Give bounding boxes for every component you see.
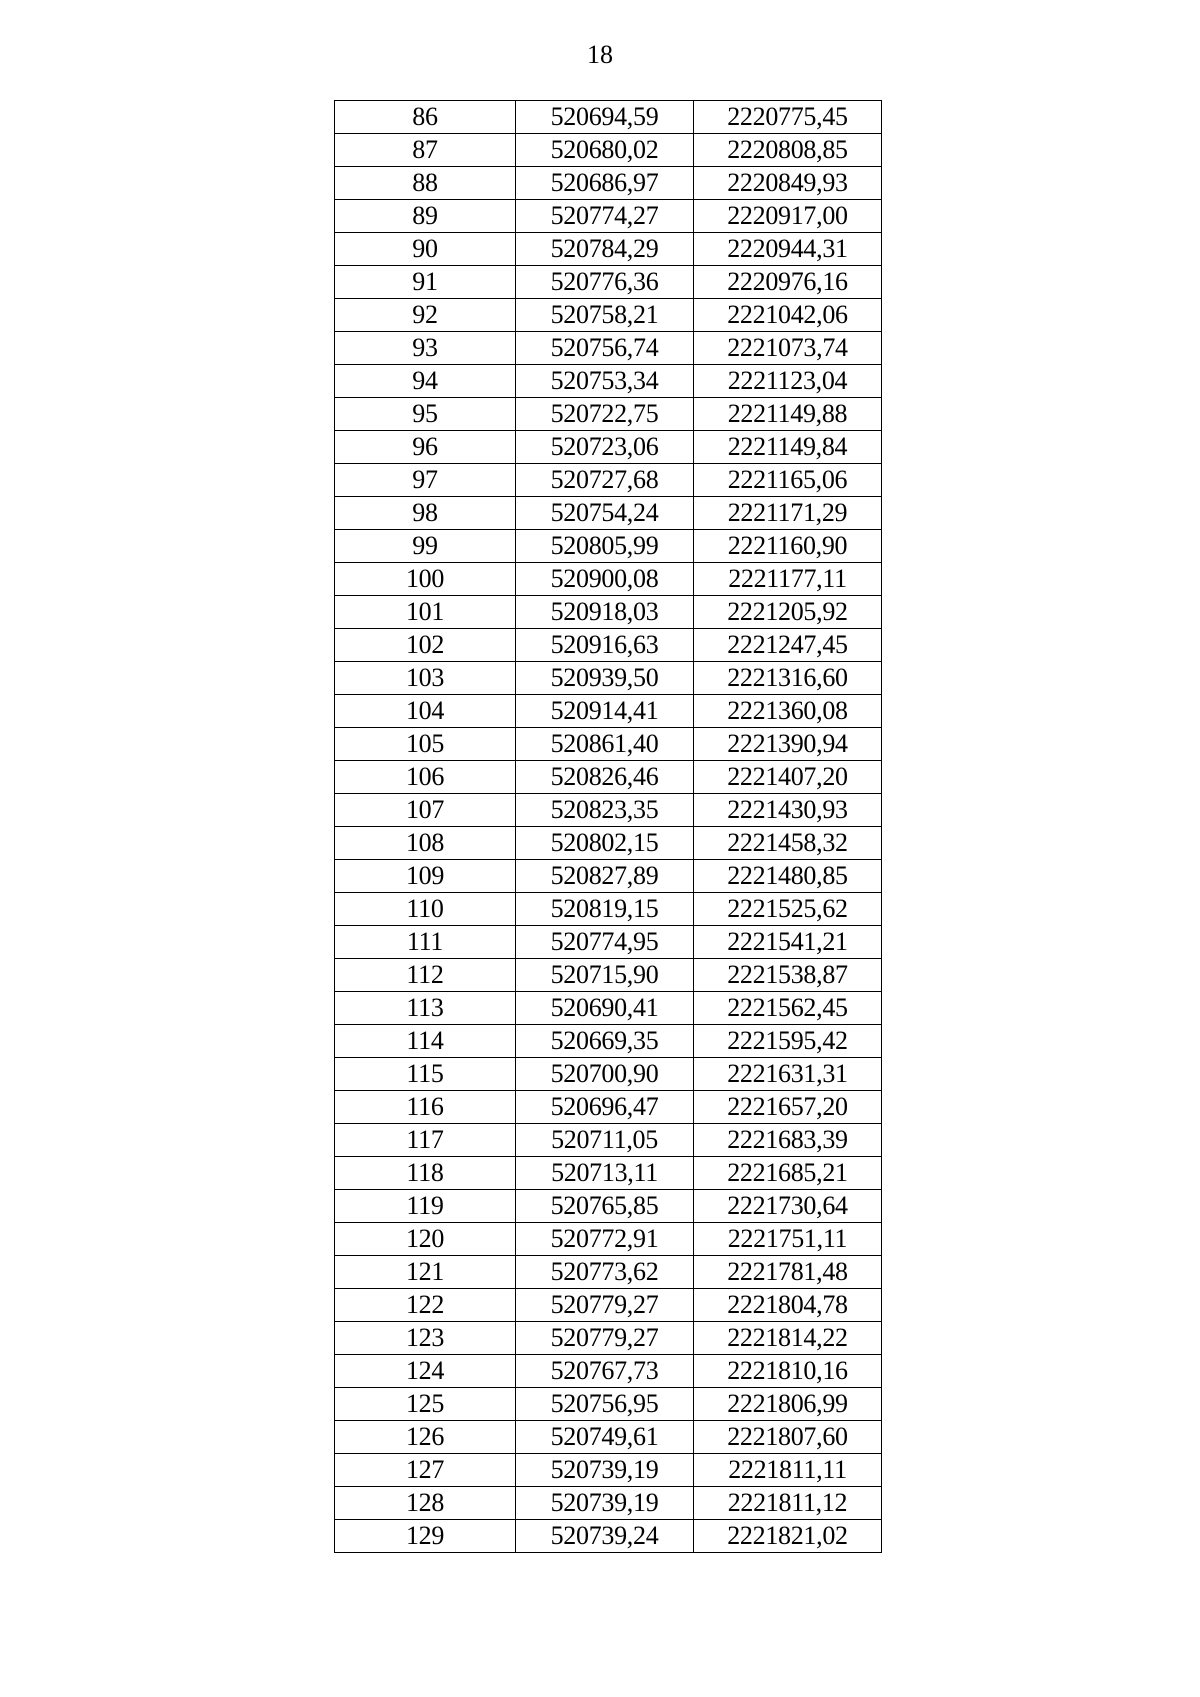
point-number-cell: 112	[335, 959, 516, 992]
x-coordinate-cell: 520749,61	[516, 1421, 694, 1454]
table-row	[335, 1124, 882, 1157]
x-coordinate-cell: 520939,50	[516, 662, 694, 695]
point-number-cell: 108	[335, 827, 516, 860]
point-number-cell: 107	[335, 794, 516, 827]
x-coordinate-cell: 520918,03	[516, 596, 694, 629]
point-number-cell: 117	[335, 1124, 516, 1157]
x-coordinate-cell: 520765,85	[516, 1190, 694, 1223]
table-row	[335, 365, 882, 398]
x-coordinate-cell: 520753,34	[516, 365, 694, 398]
coordinates-table-body	[335, 101, 882, 1553]
x-coordinate-cell: 520713,11	[516, 1157, 694, 1190]
y-coordinate-cell: 2221810,16	[694, 1355, 882, 1388]
x-coordinate-cell: 520723,06	[516, 431, 694, 464]
point-number-cell: 120	[335, 1223, 516, 1256]
y-coordinate-cell: 2220944,31	[694, 233, 882, 266]
table-row	[335, 992, 882, 1025]
x-coordinate-cell: 520776,36	[516, 266, 694, 299]
table-row	[335, 1025, 882, 1058]
x-coordinate-cell: 520773,62	[516, 1256, 694, 1289]
y-coordinate-cell: 2221806,99	[694, 1388, 882, 1421]
table-row	[335, 926, 882, 959]
x-coordinate-cell: 520861,40	[516, 728, 694, 761]
point-number-cell: 125	[335, 1388, 516, 1421]
table-row	[335, 1223, 882, 1256]
x-coordinate-cell: 520739,24	[516, 1520, 694, 1553]
x-coordinate-cell: 520690,41	[516, 992, 694, 1025]
x-coordinate-cell: 520700,90	[516, 1058, 694, 1091]
table-row	[335, 431, 882, 464]
y-coordinate-cell: 2221160,90	[694, 530, 882, 563]
x-coordinate-cell: 520756,95	[516, 1388, 694, 1421]
y-coordinate-cell: 2221407,20	[694, 761, 882, 794]
table-row	[335, 200, 882, 233]
y-coordinate-cell: 2220976,16	[694, 266, 882, 299]
y-coordinate-cell: 2221480,85	[694, 860, 882, 893]
y-coordinate-cell: 2221538,87	[694, 959, 882, 992]
y-coordinate-cell: 2221821,02	[694, 1520, 882, 1553]
point-number-cell: 90	[335, 233, 516, 266]
table-row	[335, 1355, 882, 1388]
point-number-cell: 102	[335, 629, 516, 662]
y-coordinate-cell: 2221631,31	[694, 1058, 882, 1091]
x-coordinate-cell: 520774,95	[516, 926, 694, 959]
table-row	[335, 1322, 882, 1355]
table-row	[335, 662, 882, 695]
table-row	[335, 695, 882, 728]
table-row	[335, 761, 882, 794]
point-number-cell: 103	[335, 662, 516, 695]
y-coordinate-cell: 2220775,45	[694, 101, 882, 134]
table-row	[335, 629, 882, 662]
point-number-cell: 86	[335, 101, 516, 134]
x-coordinate-cell: 520739,19	[516, 1454, 694, 1487]
x-coordinate-cell: 520680,02	[516, 134, 694, 167]
y-coordinate-cell: 2221525,62	[694, 893, 882, 926]
table-row	[335, 299, 882, 332]
table-row	[335, 893, 882, 926]
y-coordinate-cell: 2221390,94	[694, 728, 882, 761]
y-coordinate-cell: 2221123,04	[694, 365, 882, 398]
table-row	[335, 1157, 882, 1190]
point-number-cell: 91	[335, 266, 516, 299]
table-row	[335, 233, 882, 266]
y-coordinate-cell: 2221814,22	[694, 1322, 882, 1355]
table-row	[335, 530, 882, 563]
x-coordinate-cell: 520772,91	[516, 1223, 694, 1256]
x-coordinate-cell: 520694,59	[516, 101, 694, 134]
x-coordinate-cell: 520784,29	[516, 233, 694, 266]
point-number-cell: 111	[335, 926, 516, 959]
y-coordinate-cell: 2221657,20	[694, 1091, 882, 1124]
x-coordinate-cell: 520727,68	[516, 464, 694, 497]
x-coordinate-cell: 520819,15	[516, 893, 694, 926]
x-coordinate-cell: 520805,99	[516, 530, 694, 563]
point-number-cell: 92	[335, 299, 516, 332]
x-coordinate-cell: 520754,24	[516, 497, 694, 530]
y-coordinate-cell: 2221595,42	[694, 1025, 882, 1058]
table-row	[335, 596, 882, 629]
point-number-cell: 94	[335, 365, 516, 398]
point-number-cell: 127	[335, 1454, 516, 1487]
point-number-cell: 110	[335, 893, 516, 926]
y-coordinate-cell: 2221165,06	[694, 464, 882, 497]
y-coordinate-cell: 2221149,88	[694, 398, 882, 431]
y-coordinate-cell: 2221073,74	[694, 332, 882, 365]
point-number-cell: 89	[335, 200, 516, 233]
y-coordinate-cell: 2221683,39	[694, 1124, 882, 1157]
y-coordinate-cell: 2220917,00	[694, 200, 882, 233]
point-number-cell: 116	[335, 1091, 516, 1124]
y-coordinate-cell: 2221807,60	[694, 1421, 882, 1454]
point-number-cell: 121	[335, 1256, 516, 1289]
table-row	[335, 959, 882, 992]
x-coordinate-cell: 520715,90	[516, 959, 694, 992]
table-row	[335, 728, 882, 761]
y-coordinate-cell: 2221042,06	[694, 299, 882, 332]
y-coordinate-cell: 2221177,11	[694, 563, 882, 596]
table-row	[335, 497, 882, 530]
table-row	[335, 1058, 882, 1091]
x-coordinate-cell: 520779,27	[516, 1322, 694, 1355]
y-coordinate-cell: 2221149,84	[694, 431, 882, 464]
x-coordinate-cell: 520696,47	[516, 1091, 694, 1124]
table-row	[335, 266, 882, 299]
x-coordinate-cell: 520823,35	[516, 794, 694, 827]
x-coordinate-cell: 520758,21	[516, 299, 694, 332]
point-number-cell: 123	[335, 1322, 516, 1355]
point-number-cell: 119	[335, 1190, 516, 1223]
y-coordinate-cell: 2221247,45	[694, 629, 882, 662]
y-coordinate-cell: 2220849,93	[694, 167, 882, 200]
table-row	[335, 1487, 882, 1520]
table-row	[335, 1190, 882, 1223]
x-coordinate-cell: 520802,15	[516, 827, 694, 860]
table-row	[335, 860, 882, 893]
point-number-cell: 124	[335, 1355, 516, 1388]
coordinates-table	[334, 100, 882, 1553]
point-number-cell: 100	[335, 563, 516, 596]
y-coordinate-cell: 2221804,78	[694, 1289, 882, 1322]
table-row	[335, 1289, 882, 1322]
x-coordinate-cell: 520722,75	[516, 398, 694, 431]
x-coordinate-cell: 520916,63	[516, 629, 694, 662]
point-number-cell: 113	[335, 992, 516, 1025]
y-coordinate-cell: 2221781,48	[694, 1256, 882, 1289]
point-number-cell: 104	[335, 695, 516, 728]
table-row	[335, 1421, 882, 1454]
x-coordinate-cell: 520669,35	[516, 1025, 694, 1058]
table-row	[335, 794, 882, 827]
point-number-cell: 87	[335, 134, 516, 167]
point-number-cell: 129	[335, 1520, 516, 1553]
y-coordinate-cell: 2221205,92	[694, 596, 882, 629]
point-number-cell: 95	[335, 398, 516, 431]
x-coordinate-cell: 520914,41	[516, 695, 694, 728]
point-number-cell: 128	[335, 1487, 516, 1520]
y-coordinate-cell: 2221730,64	[694, 1190, 882, 1223]
point-number-cell: 126	[335, 1421, 516, 1454]
table-row	[335, 563, 882, 596]
point-number-cell: 97	[335, 464, 516, 497]
x-coordinate-cell: 520711,05	[516, 1124, 694, 1157]
point-number-cell: 122	[335, 1289, 516, 1322]
table-row	[335, 101, 882, 134]
point-number-cell: 106	[335, 761, 516, 794]
table-row	[335, 1256, 882, 1289]
x-coordinate-cell: 520827,89	[516, 860, 694, 893]
y-coordinate-cell: 2221562,45	[694, 992, 882, 1025]
x-coordinate-cell: 520900,08	[516, 563, 694, 596]
table-row	[335, 167, 882, 200]
y-coordinate-cell: 2221811,12	[694, 1487, 882, 1520]
point-number-cell: 118	[335, 1157, 516, 1190]
y-coordinate-cell: 2221541,21	[694, 926, 882, 959]
y-coordinate-cell: 2221360,08	[694, 695, 882, 728]
table-row	[335, 134, 882, 167]
table-row	[335, 464, 882, 497]
table-row	[335, 1454, 882, 1487]
y-coordinate-cell: 2221171,29	[694, 497, 882, 530]
table-row	[335, 1091, 882, 1124]
table-row	[335, 1388, 882, 1421]
x-coordinate-cell: 520686,97	[516, 167, 694, 200]
x-coordinate-cell: 520739,19	[516, 1487, 694, 1520]
point-number-cell: 98	[335, 497, 516, 530]
x-coordinate-cell: 520756,74	[516, 332, 694, 365]
y-coordinate-cell: 2221685,21	[694, 1157, 882, 1190]
point-number-cell: 114	[335, 1025, 516, 1058]
point-number-cell: 105	[335, 728, 516, 761]
y-coordinate-cell: 2220808,85	[694, 134, 882, 167]
y-coordinate-cell: 2221458,32	[694, 827, 882, 860]
page-number: 18	[587, 40, 613, 69]
y-coordinate-cell: 2221430,93	[694, 794, 882, 827]
y-coordinate-cell: 2221316,60	[694, 662, 882, 695]
x-coordinate-cell: 520767,73	[516, 1355, 694, 1388]
point-number-cell: 88	[335, 167, 516, 200]
x-coordinate-cell: 520774,27	[516, 200, 694, 233]
point-number-cell: 96	[335, 431, 516, 464]
table-row	[335, 398, 882, 431]
y-coordinate-cell: 2221751,11	[694, 1223, 882, 1256]
point-number-cell: 93	[335, 332, 516, 365]
point-number-cell: 115	[335, 1058, 516, 1091]
table-row	[335, 1520, 882, 1553]
x-coordinate-cell: 520779,27	[516, 1289, 694, 1322]
y-coordinate-cell: 2221811,11	[694, 1454, 882, 1487]
point-number-cell: 101	[335, 596, 516, 629]
point-number-cell: 109	[335, 860, 516, 893]
table-row	[335, 332, 882, 365]
point-number-cell: 99	[335, 530, 516, 563]
x-coordinate-cell: 520826,46	[516, 761, 694, 794]
table-row	[335, 827, 882, 860]
